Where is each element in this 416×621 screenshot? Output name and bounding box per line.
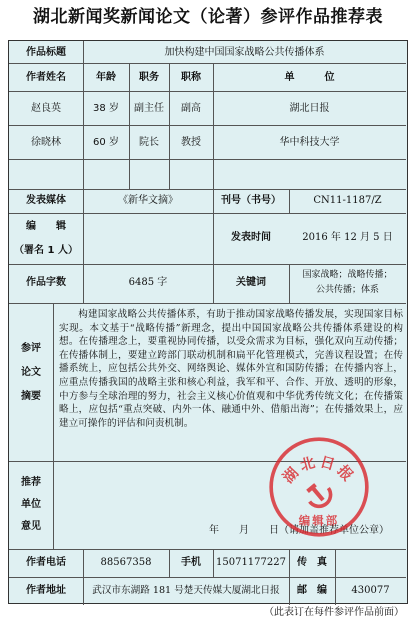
rule <box>9 63 406 64</box>
recommend-label: 单位 <box>21 499 41 510</box>
footnote: （此表订在每件参评作品前面） <box>264 607 404 618</box>
author-unit: 华中科技大学 <box>279 137 340 148</box>
rule <box>9 213 406 214</box>
issue-value: CN11-1187/Z <box>313 195 382 206</box>
address-label: 作者地址 <box>26 585 66 596</box>
work-title-value: 加快构建中国国家战略公共传播体系 <box>164 47 325 58</box>
rule <box>83 41 84 189</box>
author-rank: 教授 <box>181 137 201 148</box>
recommend-label: 推荐 <box>21 477 41 488</box>
post-label: 职务 <box>139 72 159 83</box>
author-age: 60 岁 <box>93 137 119 148</box>
phone-label: 作者电话 <box>26 557 66 568</box>
author-post: 院长 <box>139 137 159 148</box>
work-title-label: 作品标题 <box>26 47 66 58</box>
official-seal-stamp <box>267 435 371 539</box>
rule <box>9 461 406 462</box>
rule <box>9 577 406 578</box>
wordcount-value: 6485 字 <box>128 277 168 288</box>
publish-date-label: 发表时间 <box>231 232 271 243</box>
author-name: 赵良英 <box>31 103 61 114</box>
author-unit: 湖北日报 <box>289 103 330 114</box>
mobile-value: 15071177227 <box>216 557 286 568</box>
keywords-value-line-1: 国家战略；战略传播； <box>302 270 393 280</box>
editor-label: 编 辑 <box>26 221 66 232</box>
recommend-date-line: 年 月 日（请加盖推荐单位公章） <box>209 525 389 536</box>
wordcount-label: 作品字数 <box>26 277 66 288</box>
author-age: 38 岁 <box>93 103 119 114</box>
editor-sublabel: （署名 1 人） <box>14 245 78 256</box>
seal-sub-text: 编辑部 <box>298 513 340 528</box>
media-value: 《新华文摘》 <box>118 195 178 206</box>
age-label: 年龄 <box>96 72 116 83</box>
issue-label: 刊号（书号） <box>221 195 281 206</box>
fax-label: 传 真 <box>297 557 327 568</box>
rule <box>9 303 406 304</box>
rule <box>9 159 406 160</box>
abstract-label: 摘要 <box>21 391 41 402</box>
abstract-text: 构建国家战略公共传播体系，有助于推动国家战略传播发展，实现国家目标实现。本文基于“战略传播”新理念，提出中国国家战略公共传播体系建设的构想。在传播理念上，要重视协同传播，以受众需求为目标，强化双向互动传播；在传播体制上，要建立跨部门联动机制和扁平化管理模式，完善议程设置；在传播系统上，应包括公共外交、网络舆论、媒体外宣和国防传播；在传播内容上，应重点传播我国的战略主张和核心利益，我军和平、合作、开放、透明的形象，中方参与全球治理的努力，社会主义核心价值观和中华优秀传统文化；在传播策略上，应包括“重点突破、内外一体、融通中外、借船出海”；在传播效果上，应建立可操作的评估和问责机制。 <box>59 309 403 429</box>
recommend-label: 意见 <box>21 521 41 532</box>
rule <box>9 189 406 190</box>
seal-arc-text: 湖北日报 <box>279 453 359 487</box>
rule <box>9 549 406 550</box>
keywords-label: 关键词 <box>236 277 266 288</box>
unit-label: 单 位 <box>284 72 335 83</box>
publish-date-value: 2016 年 12 月 5 日 <box>302 232 393 243</box>
form-title: 湖北新闻奖新闻论文（论著）参评作品推荐表 <box>33 7 383 27</box>
rank-label: 职称 <box>181 72 201 83</box>
rule <box>9 125 406 126</box>
rule <box>53 303 54 549</box>
phone-value: 88567358 <box>100 557 152 568</box>
abstract-label: 论文 <box>21 367 41 378</box>
seal-ring <box>271 439 367 535</box>
mobile-label: 手机 <box>181 557 201 568</box>
author-name: 徐晓林 <box>31 137 61 148</box>
rule <box>9 91 406 92</box>
abstract-label: 参评 <box>21 343 41 354</box>
postcode-value: 430077 <box>351 585 390 596</box>
keywords-value-line-2: 公共传播；体系 <box>315 285 379 295</box>
author-name-label: 作者姓名 <box>26 72 66 83</box>
hammer-sickle-icon <box>306 483 330 506</box>
recommendation-form <box>8 40 408 604</box>
author-post: 副主任 <box>134 103 164 114</box>
postcode-label: 邮 编 <box>297 585 327 596</box>
author-rank: 副高 <box>181 103 201 114</box>
rule <box>9 264 406 265</box>
address-value: 武汉市东湖路 181 号楚天传媒大厦湖北日报 <box>92 585 280 596</box>
media-label: 发表媒体 <box>26 195 66 206</box>
